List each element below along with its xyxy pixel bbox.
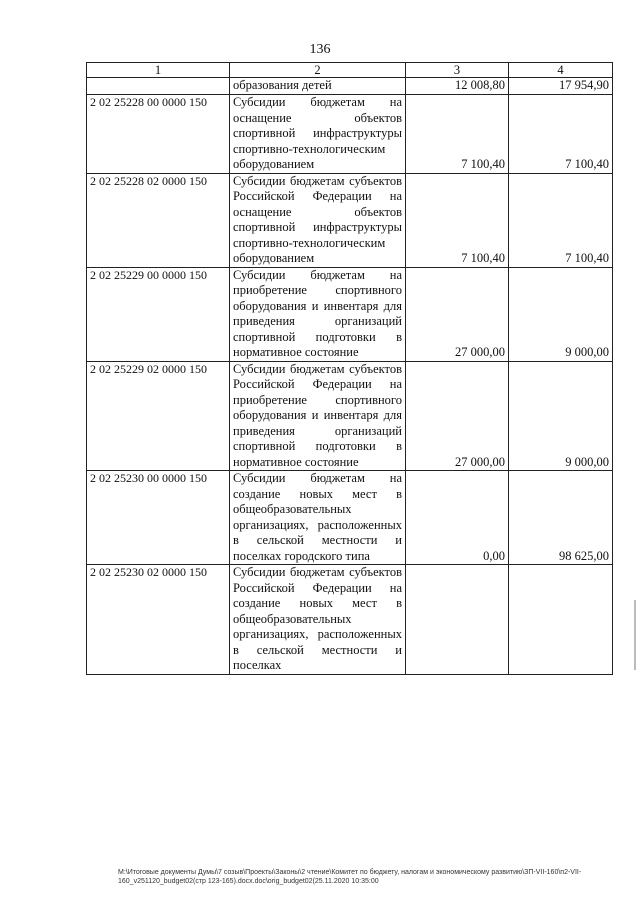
row-value-1: 12 008,80 (406, 78, 509, 95)
footer-line-1: М:\Итоговые документы Думы\7 созыв\Проекты\Законы\2 чтение\Комитет по бюджету, налогам и экономическому развитию\ЗП-VII-160\п2-VII- (118, 869, 582, 876)
row-code: 2 02 25229 02 0000 150 (87, 361, 230, 471)
row-code: 2 02 25230 02 0000 150 (87, 565, 230, 675)
table-row (87, 361, 613, 471)
row-value-2: 9 000,00 (509, 267, 613, 361)
footer-line-2: 160_v251120_budget02(стр 123-165).docx.doc\orig_budget02(25.11.2020 10:35:00 (118, 878, 379, 885)
table-row (87, 471, 613, 565)
row-value-2: 17 954,90 (509, 78, 613, 95)
row-value-1: 7 100,40 (406, 95, 509, 174)
row-code: 2 02 25228 02 0000 150 (87, 173, 230, 267)
row-value-2: 7 100,40 (509, 173, 613, 267)
row-code (87, 78, 230, 95)
row-value-2: 9 000,00 (509, 361, 613, 471)
row-code: 2 02 25230 00 0000 150 (87, 471, 230, 565)
row-name: Субсидии бюджетам на оснащение объектов спортивной инфраструктуры спортивно-технологическим оборудованием (230, 95, 406, 174)
table-row (87, 95, 613, 174)
row-name: Субсидии бюджетам субъектов Российской Федерации на приобретение спортивного оборудования и инвентаря для приведения организаций спортивной подготовки в нормативное состояние (230, 361, 406, 471)
row-value-1: 27 000,00 (406, 361, 509, 471)
row-name: Субсидии бюджетам на создание новых мест в общеобразовательных организациях, расположенных в сельской местности и поселках городского типа (230, 471, 406, 565)
file-path-footer (118, 868, 618, 886)
row-value-1: 7 100,40 (406, 173, 509, 267)
row-value-1: 27 000,00 (406, 267, 509, 361)
header-col-1: 1 (87, 63, 230, 78)
table-row (87, 565, 613, 675)
row-value-1 (406, 565, 509, 675)
table-header-row (87, 63, 613, 78)
row-code: 2 02 25229 00 0000 150 (87, 267, 230, 361)
row-code: 2 02 25228 00 0000 150 (87, 95, 230, 174)
scan-margin-mark (634, 600, 636, 670)
table-row (87, 78, 613, 95)
row-name: Субсидии бюджетам субъектов Российской Федерации на оснащение объектов спортивной инфраструктуры спортивно-технологическим оборудованием (230, 173, 406, 267)
table-row (87, 267, 613, 361)
header-col-4: 4 (509, 63, 613, 78)
table-row (87, 173, 613, 267)
row-value-2: 7 100,40 (509, 95, 613, 174)
budget-table (86, 62, 613, 675)
page-number: 136 (309, 42, 331, 57)
header-col-3: 3 (406, 63, 509, 78)
row-value-2: 98 625,00 (509, 471, 613, 565)
row-value-2 (509, 565, 613, 675)
header-col-2: 2 (230, 63, 406, 78)
row-name: образования детей (230, 78, 406, 95)
row-name: Субсидии бюджетам на приобретение спортивного оборудования и инвентаря для приведения организаций спортивной подготовки в нормативное состояние (230, 267, 406, 361)
row-name: Субсидии бюджетам субъектов Российской Федерации на создание новых мест в общеобразовательных организациях, расположенных в сельской местности и поселках (230, 565, 406, 675)
row-value-1: 0,00 (406, 471, 509, 565)
